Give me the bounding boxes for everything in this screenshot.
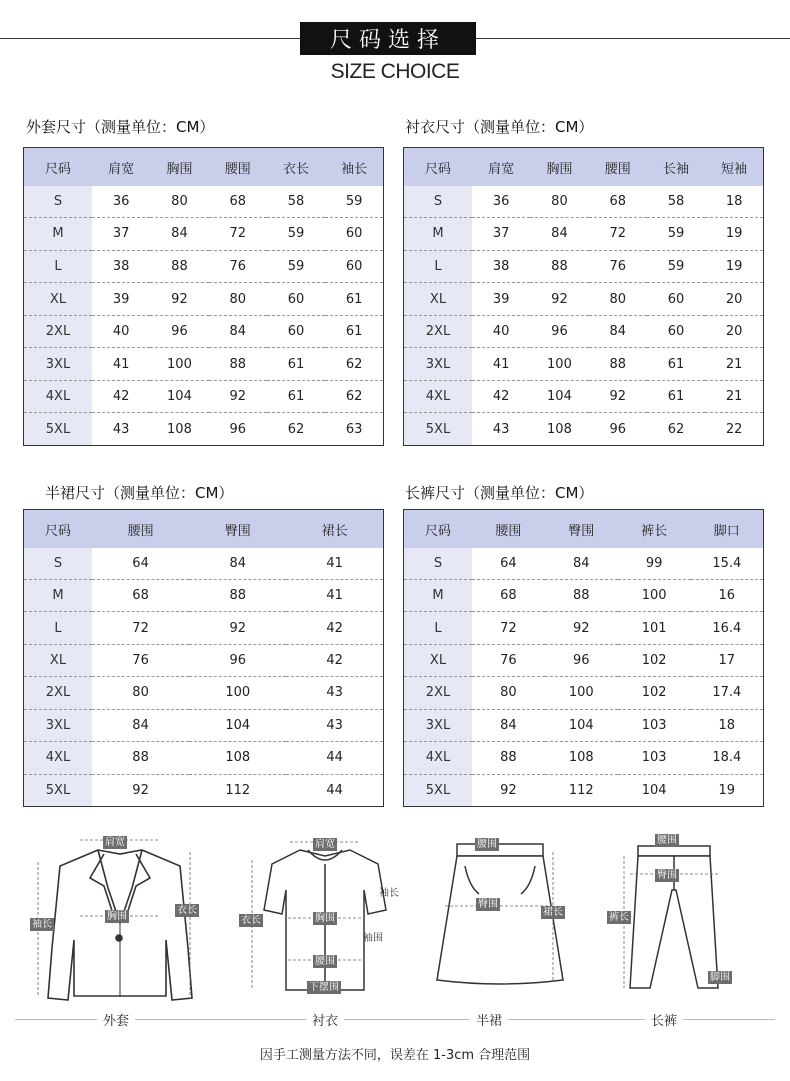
measure-cell: 36 xyxy=(112,194,130,210)
size-cell: L xyxy=(404,250,473,283)
column-header: 臀围 xyxy=(189,510,286,549)
measure-cell: 80 xyxy=(209,283,267,316)
column-header: 尺码 xyxy=(24,148,93,187)
measure-cell: 88 xyxy=(589,348,647,381)
size-cell: 5XL xyxy=(404,774,473,806)
table-row xyxy=(24,380,384,413)
table-row xyxy=(404,548,764,580)
column-header: 腰围 xyxy=(209,148,267,187)
table-row xyxy=(404,677,764,709)
header-rule-left xyxy=(0,38,300,39)
measure-cell: 112 xyxy=(545,774,618,806)
measure-cell: 21 xyxy=(705,348,763,381)
measure-cell: 88 xyxy=(545,580,618,612)
measure-cell: 43 xyxy=(286,709,383,741)
measure-cell: 92 xyxy=(150,283,208,316)
size-cell: 4XL xyxy=(24,380,93,413)
measure-cell: 80 xyxy=(589,283,647,316)
column-header: 臀围 xyxy=(545,510,618,549)
measure-cell: 84 xyxy=(530,218,588,251)
size-cell: 3XL xyxy=(404,709,473,741)
measure-cell: 62 xyxy=(647,413,705,446)
measure-cell: 84 xyxy=(229,556,246,571)
page-title: 尺码选择 xyxy=(300,22,476,55)
measure-cell: 63 xyxy=(325,413,383,446)
measure-cell: 92 xyxy=(189,612,286,644)
size-cell: 3XL xyxy=(404,348,473,381)
size-cell: XL xyxy=(404,283,473,316)
measure-cell: 76 xyxy=(209,250,267,283)
table-header-row xyxy=(24,510,384,549)
column-header: 腰围 xyxy=(589,148,647,187)
table-header-row xyxy=(404,148,764,187)
shirt-label-chest: 胸围 xyxy=(315,913,335,924)
size-cell: L xyxy=(404,612,473,644)
measure-cell: 42 xyxy=(286,612,383,644)
size-cell: 4XL xyxy=(404,380,473,413)
measure-cell: 62 xyxy=(325,348,383,381)
measure-cell: 15.4 xyxy=(712,556,742,571)
pants-label-length: 裤长 xyxy=(609,912,629,923)
size-cell: 2XL xyxy=(404,677,473,709)
measure-cell: 99 xyxy=(645,556,663,571)
measure-cell: 59 xyxy=(267,218,325,251)
measure-cell: 108 xyxy=(150,413,208,446)
size-cell: 2XL xyxy=(404,315,473,348)
caption-skirt: 半裙 xyxy=(470,1010,508,1029)
measure-cell: 42 xyxy=(472,380,530,413)
skirt-table-title: 半裙尺寸（测量单位：CM） xyxy=(45,484,234,502)
shirt-label-shoulder: 肩宽 xyxy=(315,839,335,850)
measure-cell: 68 xyxy=(229,194,247,210)
measure-cell: 58 xyxy=(667,194,685,210)
measure-cell: 68 xyxy=(472,580,545,612)
caption-jacket: 外套 xyxy=(97,1010,135,1029)
measure-cell: 100 xyxy=(530,348,588,381)
measurement-note: 因手工测量方法不同，误差在 1-3cm 合理范围 xyxy=(259,1048,531,1063)
jacket-label-chest: 胸围 xyxy=(107,911,127,922)
measure-cell: 72 xyxy=(589,218,647,251)
measure-cell: 59 xyxy=(267,250,325,283)
measure-cell: 42 xyxy=(286,644,383,676)
table-row xyxy=(24,612,384,644)
table-row xyxy=(404,186,764,218)
size-cell: XL xyxy=(404,644,473,676)
measure-cell: 43 xyxy=(472,413,530,446)
measure-cell: 39 xyxy=(472,283,530,316)
measure-cell: 76 xyxy=(589,250,647,283)
table-row xyxy=(24,250,384,283)
measure-cell: 100 xyxy=(189,677,286,709)
measure-cell: 43 xyxy=(286,677,383,709)
table-row xyxy=(24,709,384,741)
measure-cell: 72 xyxy=(209,218,267,251)
table-row xyxy=(24,315,384,348)
measure-cell: 100 xyxy=(150,348,208,381)
column-header: 脚口 xyxy=(691,510,764,549)
measure-cell: 92 xyxy=(209,380,267,413)
jacket-label-sleeve: 袖长 xyxy=(32,919,52,930)
measure-cell: 103 xyxy=(618,709,691,741)
measure-cell: 64 xyxy=(132,556,149,571)
table-row xyxy=(24,677,384,709)
jacket-table-title: 外套尺寸（测量单位：CM） xyxy=(26,118,215,136)
measure-cell: 92 xyxy=(472,774,545,806)
column-header: 胸围 xyxy=(530,148,588,187)
table-row xyxy=(24,548,384,580)
size-cell: 4XL xyxy=(404,742,473,774)
table-row xyxy=(404,315,764,348)
page-subtitle: SIZE CHOICE xyxy=(330,60,460,83)
column-header: 裤长 xyxy=(618,510,691,549)
jacket-label-length: 衣长 xyxy=(177,905,197,916)
measure-cell: 72 xyxy=(92,612,189,644)
shirt-label-waist: 腰围 xyxy=(315,956,335,967)
size-cell: 3XL xyxy=(24,348,93,381)
measure-cell: 19 xyxy=(705,250,763,283)
column-header: 肩宽 xyxy=(92,148,150,187)
measure-cell: 20 xyxy=(705,315,763,348)
measure-cell: 101 xyxy=(618,612,691,644)
table-row xyxy=(404,742,764,774)
measure-cell: 80 xyxy=(472,677,545,709)
measure-cell: 84 xyxy=(92,709,189,741)
measure-cell: 104 xyxy=(618,774,691,806)
measure-cell: 102 xyxy=(618,677,691,709)
table-row xyxy=(24,413,384,446)
measure-cell: 19 xyxy=(705,218,763,251)
table-row xyxy=(404,250,764,283)
skirt-label-hip: 臀围 xyxy=(478,899,498,910)
size-cell: 3XL xyxy=(24,709,93,741)
table-row xyxy=(404,380,764,413)
table-row xyxy=(404,348,764,381)
measure-cell: 108 xyxy=(189,742,286,774)
measure-cell: 16.4 xyxy=(691,612,764,644)
table-row xyxy=(404,709,764,741)
size-cell: L xyxy=(24,250,93,283)
measure-cell: 68 xyxy=(92,580,189,612)
measure-cell: 43 xyxy=(92,413,150,446)
measure-cell: 92 xyxy=(589,380,647,413)
measure-cell: 76 xyxy=(92,644,189,676)
size-cell: 4XL xyxy=(24,742,93,774)
table-header-row xyxy=(24,148,384,187)
measure-cell: 92 xyxy=(92,774,189,806)
column-header: 腰围 xyxy=(472,510,545,549)
size-cell: M xyxy=(24,218,93,251)
measure-cell: 58 xyxy=(287,194,305,210)
table-row xyxy=(404,580,764,612)
measure-cell: 62 xyxy=(325,380,383,413)
measure-cell: 100 xyxy=(545,677,618,709)
skirt-size-table xyxy=(23,509,384,807)
measure-cell: 84 xyxy=(589,315,647,348)
shirt-label-length: 衣长 xyxy=(241,915,261,926)
measure-cell: 41 xyxy=(326,556,343,571)
measure-cell: 96 xyxy=(545,644,618,676)
size-cell: 2XL xyxy=(24,677,93,709)
shirt-label-hem: 下摆围 xyxy=(309,982,339,993)
table-row xyxy=(24,774,384,806)
table-row xyxy=(404,413,764,446)
measure-cell: 38 xyxy=(472,250,530,283)
measure-cell: 59 xyxy=(647,250,705,283)
measure-cell: 18 xyxy=(691,709,764,741)
measure-cell: 60 xyxy=(325,218,383,251)
measure-cell: 60 xyxy=(647,315,705,348)
column-header: 袖长 xyxy=(325,148,383,187)
measure-cell: 59 xyxy=(345,194,363,210)
measure-cell: 40 xyxy=(472,315,530,348)
table-row xyxy=(404,644,764,676)
size-cell: S xyxy=(24,186,93,218)
measure-cell: 41 xyxy=(92,348,150,381)
measure-cell: 40 xyxy=(92,315,150,348)
table-row xyxy=(24,348,384,381)
measure-cell: 104 xyxy=(189,709,286,741)
column-header: 衣长 xyxy=(267,148,325,187)
column-header: 短袖 xyxy=(705,148,763,187)
measure-cell: 96 xyxy=(209,413,267,446)
measure-cell: 44 xyxy=(286,742,383,774)
measure-cell: 19 xyxy=(691,774,764,806)
measure-cell: 88 xyxy=(150,250,208,283)
measure-cell: 68 xyxy=(609,194,627,210)
shirt-label-sleeve: 袖长 xyxy=(379,888,399,899)
measure-cell: 60 xyxy=(267,283,325,316)
measure-cell: 92 xyxy=(530,283,588,316)
measure-cell: 61 xyxy=(647,348,705,381)
measure-cell: 80 xyxy=(92,677,189,709)
size-cell: 5XL xyxy=(24,413,93,446)
measure-cell: 96 xyxy=(189,644,286,676)
measure-cell: 104 xyxy=(530,380,588,413)
measure-cell: 76 xyxy=(472,644,545,676)
jacket-size-table xyxy=(23,147,384,446)
shirt-label-cuff: 袖围 xyxy=(363,933,383,944)
column-header: 尺码 xyxy=(404,510,473,549)
measure-cell: 100 xyxy=(618,580,691,612)
measure-cell: 96 xyxy=(530,315,588,348)
table-row xyxy=(404,283,764,316)
caption-pants: 长裤 xyxy=(645,1010,683,1029)
measure-cell: 17 xyxy=(691,644,764,676)
measure-cell: 37 xyxy=(472,218,530,251)
size-cell: 2XL xyxy=(24,315,93,348)
measure-cell: 62 xyxy=(267,413,325,446)
column-header: 长袖 xyxy=(647,148,705,187)
measure-cell: 84 xyxy=(472,709,545,741)
column-header: 肩宽 xyxy=(472,148,530,187)
size-cell: M xyxy=(24,580,93,612)
shirt-table-title: 衬衣尺寸（测量单位：CM） xyxy=(405,118,594,136)
pants-table-title: 长裤尺寸（测量单位：CM） xyxy=(405,484,594,502)
measure-cell: 102 xyxy=(618,644,691,676)
measure-cell: 96 xyxy=(589,413,647,446)
column-header: 尺码 xyxy=(24,510,93,549)
measure-cell: 108 xyxy=(530,413,588,446)
measure-cell: 88 xyxy=(189,580,286,612)
size-cell: 5XL xyxy=(24,774,93,806)
table-row xyxy=(404,774,764,806)
size-cell: S xyxy=(404,186,473,218)
measure-cell: 88 xyxy=(92,742,189,774)
measure-cell: 88 xyxy=(472,742,545,774)
measure-cell: 112 xyxy=(189,774,286,806)
table-row xyxy=(24,644,384,676)
measure-cell: 20 xyxy=(705,283,763,316)
measure-cell: 60 xyxy=(325,250,383,283)
size-cell: M xyxy=(404,218,473,251)
table-row xyxy=(24,283,384,316)
column-header: 裙长 xyxy=(286,510,383,549)
pants-label-hem: 脚围 xyxy=(710,972,730,983)
size-cell: M xyxy=(404,580,473,612)
measure-cell: 104 xyxy=(150,380,208,413)
measure-cell: 64 xyxy=(500,556,517,571)
measure-cell: 38 xyxy=(92,250,150,283)
jacket-label-shoulder: 肩宽 xyxy=(105,837,125,848)
pants-label-hip: 臀围 xyxy=(657,870,677,881)
measure-cell: 41 xyxy=(472,348,530,381)
measure-cell: 36 xyxy=(492,194,510,210)
measure-cell: 84 xyxy=(209,315,267,348)
column-header: 腰围 xyxy=(92,510,189,549)
measure-cell: 21 xyxy=(705,380,763,413)
table-row xyxy=(24,218,384,251)
measure-cell: 61 xyxy=(267,348,325,381)
measure-cell: 37 xyxy=(92,218,150,251)
measure-cell: 16 xyxy=(691,580,764,612)
size-cell: 5XL xyxy=(404,413,473,446)
table-row xyxy=(24,742,384,774)
table-row xyxy=(24,186,384,218)
size-cell: XL xyxy=(24,644,93,676)
measure-cell: 84 xyxy=(150,218,208,251)
measure-cell: 61 xyxy=(325,315,383,348)
measure-cell: 60 xyxy=(267,315,325,348)
measure-cell: 88 xyxy=(209,348,267,381)
table-row xyxy=(404,612,764,644)
table-header-row xyxy=(404,510,764,549)
size-cell: XL xyxy=(24,283,93,316)
measure-cell: 108 xyxy=(545,742,618,774)
measure-cell: 17.4 xyxy=(691,677,764,709)
measure-cell: 80 xyxy=(171,194,188,210)
pants-size-table xyxy=(403,509,764,807)
header-rule-right xyxy=(476,38,790,39)
measure-cell: 72 xyxy=(472,612,545,644)
column-header: 尺码 xyxy=(404,148,473,187)
measure-cell: 61 xyxy=(647,380,705,413)
measure-cell: 44 xyxy=(286,774,383,806)
measure-cell: 104 xyxy=(545,709,618,741)
measure-cell: 59 xyxy=(647,218,705,251)
table-row xyxy=(24,580,384,612)
size-cell: L xyxy=(24,612,93,644)
measure-cell: 61 xyxy=(267,380,325,413)
measure-cell: 103 xyxy=(618,742,691,774)
measure-cell: 96 xyxy=(150,315,208,348)
skirt-label-length: 裙长 xyxy=(543,907,563,918)
measure-cell: 80 xyxy=(551,194,568,210)
measure-cell: 39 xyxy=(92,283,150,316)
table-row xyxy=(404,218,764,251)
measure-cell: 88 xyxy=(530,250,588,283)
measure-cell: 22 xyxy=(705,413,763,446)
pants-label-waist: 腰围 xyxy=(657,835,677,846)
measure-cell: 18.4 xyxy=(691,742,764,774)
measure-cell: 42 xyxy=(92,380,150,413)
caption-shirt: 衬衣 xyxy=(306,1010,344,1029)
measure-cell: 60 xyxy=(647,283,705,316)
measure-cell: 18 xyxy=(725,194,743,210)
size-cell: S xyxy=(404,548,473,580)
measure-cell: 41 xyxy=(286,580,383,612)
measure-cell: 61 xyxy=(325,283,383,316)
shirt-size-table xyxy=(403,147,764,446)
column-header: 胸围 xyxy=(150,148,208,187)
measure-cell: 84 xyxy=(573,556,590,571)
skirt-label-waist: 腰围 xyxy=(477,839,497,850)
measure-cell: 92 xyxy=(545,612,618,644)
size-cell: S xyxy=(24,548,93,580)
